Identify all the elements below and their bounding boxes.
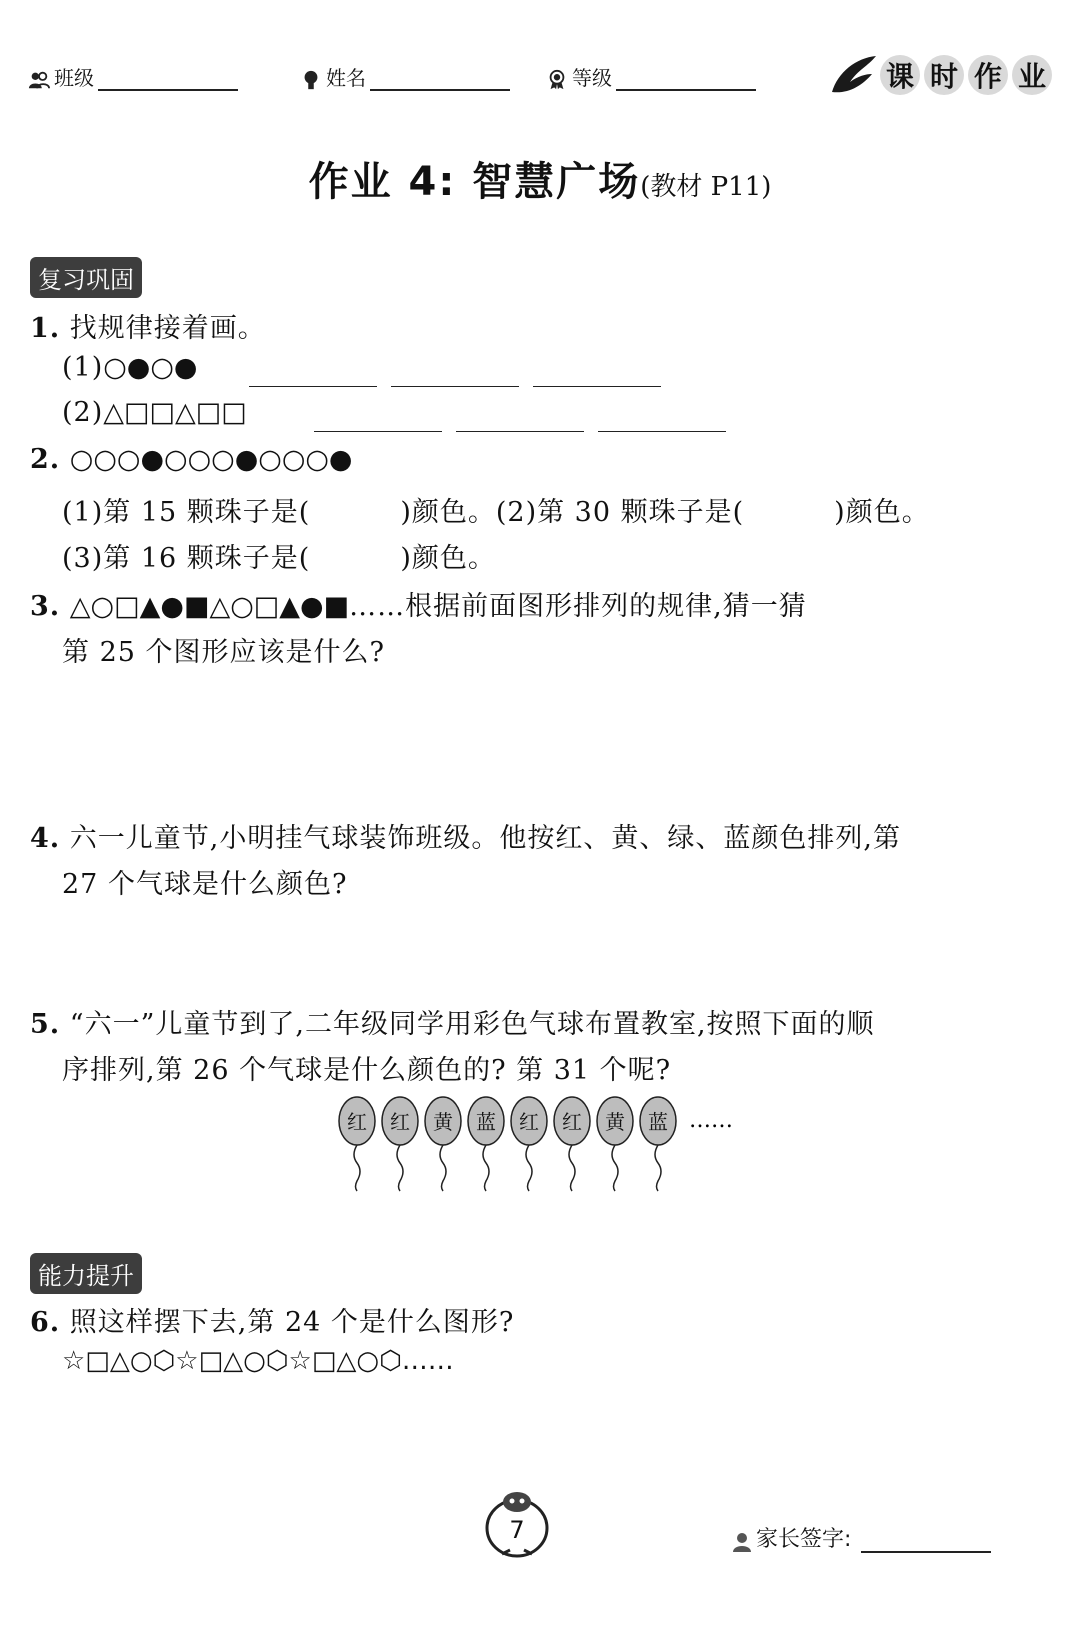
brand-title <box>880 55 1052 95</box>
class-blank[interactable] <box>98 69 238 91</box>
q1-number: 1. <box>30 313 61 344</box>
q5-number: 5. <box>30 1009 61 1040</box>
balloon <box>511 1097 547 1191</box>
q5-text: “六一”儿童节到了,二年级同学用彩色气球布置教室,按照下面的顺 <box>69 1009 875 1040</box>
q4-number: 4. <box>30 823 61 854</box>
title-main: 作业 4: 智慧广场 <box>308 159 641 205</box>
q2-p3-text: (3)第 16 颗珠子是( <box>62 543 311 574</box>
balloon-label: 红 <box>347 1110 367 1134</box>
answer-blank[interactable] <box>456 405 584 432</box>
balloon <box>640 1097 676 1191</box>
balloon <box>468 1097 504 1191</box>
q3-stem <box>30 584 807 623</box>
parent-sign-label: 家长签字: <box>756 1527 852 1552</box>
q6-number: 6. <box>30 1307 61 1338</box>
balloon <box>382 1097 418 1191</box>
brand-char: 业 <box>1012 55 1052 95</box>
q2-p1-text-end: )颜色。 <box>400 497 496 528</box>
balloon-string <box>655 1145 661 1191</box>
balloon-label: 黄 <box>433 1110 453 1134</box>
brand-char: 作 <box>968 55 1008 95</box>
q1-p1-blanks <box>235 360 661 391</box>
q1-text: 找规律接着画。 <box>69 313 266 344</box>
balloon-illustration <box>338 1095 742 1195</box>
page-header <box>28 50 1052 100</box>
q2-p3-text-end: )颜色。 <box>400 543 496 574</box>
q1-p2-shapes: △□□△□□ <box>103 397 247 428</box>
name-label: 姓名 <box>326 66 366 90</box>
answer-blank[interactable] <box>391 360 519 387</box>
balloon-label: 蓝 <box>476 1110 496 1134</box>
balloon <box>597 1097 633 1191</box>
answer-blank[interactable] <box>598 405 726 432</box>
q4-line2: 27 个气球是什么颜色? <box>62 869 348 900</box>
name-blank[interactable] <box>370 69 510 91</box>
title-sub: (教材 P11) <box>640 172 772 202</box>
answer-blank[interactable] <box>314 405 442 432</box>
answer-blank[interactable] <box>249 360 377 387</box>
q4-stem <box>30 816 901 855</box>
q3-number: 3. <box>30 591 61 622</box>
q1-p2-blanks <box>300 405 726 436</box>
balloon-label: 红 <box>562 1110 582 1134</box>
q1-p1-label: (1) <box>62 352 104 383</box>
balloon-string <box>483 1145 489 1191</box>
balloon <box>554 1097 590 1191</box>
medal-icon <box>546 69 568 91</box>
q5-stem <box>30 1002 875 1041</box>
balloon-string <box>354 1145 360 1191</box>
brand-char: 时 <box>924 55 964 95</box>
balloon-label: 蓝 <box>648 1110 668 1134</box>
q2-part3 <box>62 536 496 575</box>
q3-answer-area[interactable] <box>62 680 1022 800</box>
class-field <box>28 62 238 91</box>
q2-stem <box>30 444 353 475</box>
balloon-row <box>338 1095 742 1195</box>
people-icon <box>28 69 50 91</box>
q1-part2 <box>62 397 247 428</box>
answer-blank[interactable] <box>533 360 661 387</box>
balloon-label: 黄 <box>605 1110 625 1134</box>
balloon <box>339 1097 375 1191</box>
q1-p2-label: (2) <box>62 397 104 428</box>
class-label: 班级 <box>54 66 94 90</box>
q2-p2-text-end: )颜色。 <box>834 497 930 528</box>
q2-beads: ○○○●○○○●○○○● <box>69 444 353 475</box>
section-tag-advance: 能力提升 <box>30 1253 142 1294</box>
brand-char: 课 <box>880 55 920 95</box>
grade-label: 等级 <box>572 66 612 90</box>
q1-part1 <box>62 352 198 383</box>
section-tag-review: 复习巩固 <box>30 257 142 298</box>
balloon <box>425 1097 461 1191</box>
parent-signature-field <box>732 1522 991 1553</box>
balloon-string <box>569 1145 575 1191</box>
leaf-logo-icon <box>828 52 880 98</box>
person-icon <box>300 69 322 91</box>
q2-p1-text: (1)第 15 颗珠子是( <box>62 497 311 528</box>
page-number-badge <box>482 1488 552 1558</box>
q6-stem <box>30 1300 514 1339</box>
q2-part1 <box>62 490 930 529</box>
q3-line2: 第 25 个图形应该是什么? <box>62 637 385 668</box>
name-field <box>300 62 510 91</box>
q5-line2: 序排列,第 26 个气球是什么颜色的? 第 31 个呢? <box>62 1055 672 1086</box>
brand-logo <box>828 50 1052 100</box>
penguin-icon <box>482 1488 552 1558</box>
balloon-string <box>526 1145 532 1191</box>
q2-p2-text: (2)第 30 颗珠子是( <box>495 497 745 528</box>
q4-answer-area[interactable] <box>62 910 1022 990</box>
q1-stem <box>30 306 266 345</box>
balloon-ellipsis: …… <box>689 1108 733 1133</box>
balloon-string <box>440 1145 446 1191</box>
q3-shapes: △○□▲●■△○□▲●■ <box>69 591 350 622</box>
balloon-string <box>612 1145 618 1191</box>
grade-field <box>546 62 756 91</box>
grade-blank[interactable] <box>616 69 756 91</box>
q6-text: 照这样摆下去,第 24 个是什么图形? <box>69 1307 515 1338</box>
page-number: 7 <box>509 1516 525 1544</box>
q6-shapes: ☆□△○⬡☆□△○⬡☆□△○⬡…… <box>62 1346 454 1376</box>
parent-sign-blank[interactable] <box>861 1531 991 1553</box>
q1-p1-shapes: ○●○● <box>103 352 198 383</box>
page-title <box>0 150 1080 207</box>
balloon-label: 红 <box>390 1110 410 1134</box>
q3-text: ……根据前面图形排列的规律,猜一猜 <box>349 591 807 622</box>
balloon-string <box>397 1145 403 1191</box>
q6-answer-area[interactable] <box>62 1395 1022 1475</box>
q4-text: 六一儿童节,小明挂气球装饰班级。他按红、黄、绿、蓝颜色排列,第 <box>69 823 901 854</box>
balloon-label: 红 <box>519 1110 539 1134</box>
q2-number: 2. <box>30 444 61 475</box>
person-icon <box>732 1531 752 1553</box>
